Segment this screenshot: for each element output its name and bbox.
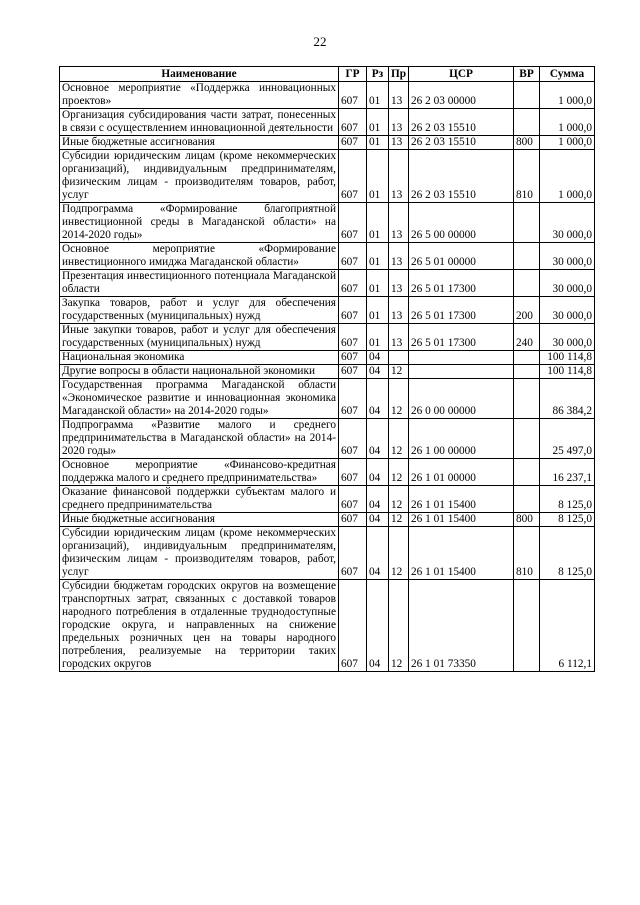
row-name: Иные закупки товаров, работ и услуг для обеспечения государственных (муниципальных) нужд <box>60 324 339 351</box>
table-row <box>60 513 595 527</box>
row-gr: 607 <box>339 419 367 459</box>
table-row <box>60 486 595 513</box>
page-number: 22 <box>313 34 327 49</box>
row-name: Подпрограмма «Формирование благоприятной инвестиционной среды в Магаданской области» на 2014-2020 годы» <box>60 203 339 243</box>
row-gr: 607 <box>339 82 367 109</box>
row-rz: 01 <box>367 243 389 270</box>
row-name: Субсидии юридическим лицам (кроме некоммерческих организаций), индивидуальным предпринимателям, физическим лицам - производителям товаров, работ, услуг <box>60 150 339 203</box>
row-gr: 607 <box>339 270 367 297</box>
header-row <box>60 67 595 82</box>
row-csr: 26 1 01 73350 <box>409 580 514 672</box>
row-csr: 26 5 01 17300 <box>409 297 514 324</box>
row-vr: 240 <box>514 324 540 351</box>
table-row <box>60 109 595 136</box>
row-gr: 607 <box>339 527 367 580</box>
table-row <box>60 150 595 203</box>
header-name: Наименование <box>60 67 339 82</box>
row-gr: 607 <box>339 109 367 136</box>
row-csr: 26 1 01 00000 <box>409 459 514 486</box>
row-pr: 13 <box>389 243 409 270</box>
row-vr <box>514 270 540 297</box>
row-rz: 04 <box>367 580 389 672</box>
row-rz: 01 <box>367 82 389 109</box>
row-sum: 30 000,0 <box>540 297 595 324</box>
header-sum: Сумма <box>540 67 595 82</box>
row-csr: 26 2 03 15510 <box>409 136 514 150</box>
row-csr: 26 5 01 17300 <box>409 270 514 297</box>
row-csr <box>409 351 514 365</box>
table-row <box>60 419 595 459</box>
row-pr: 12 <box>389 527 409 580</box>
row-name: Организация субсидирования части затрат, понесенных в связи с осуществлением инновационной деятельности <box>60 109 339 136</box>
row-gr: 607 <box>339 203 367 243</box>
table-row <box>60 82 595 109</box>
row-rz: 04 <box>367 365 389 379</box>
row-vr <box>514 351 540 365</box>
budget-table <box>59 66 595 672</box>
row-vr: 810 <box>514 527 540 580</box>
row-gr: 607 <box>339 150 367 203</box>
table-row <box>60 136 595 150</box>
row-sum: 6 112,1 <box>540 580 595 672</box>
row-csr: 26 2 03 15510 <box>409 150 514 203</box>
row-name: Национальная экономика <box>60 351 339 365</box>
table-row <box>60 297 595 324</box>
row-pr: 13 <box>389 150 409 203</box>
row-gr: 607 <box>339 580 367 672</box>
row-sum: 100 114,8 <box>540 365 595 379</box>
row-gr: 607 <box>339 297 367 324</box>
header-vr: ВР <box>514 67 540 82</box>
row-gr: 607 <box>339 486 367 513</box>
row-rz: 04 <box>367 527 389 580</box>
header-rz: Рз <box>367 67 389 82</box>
row-rz: 04 <box>367 351 389 365</box>
table-row <box>60 243 595 270</box>
row-vr <box>514 365 540 379</box>
row-name: Презентация инвестиционного потенциала Магаданской области <box>60 270 339 297</box>
row-gr: 607 <box>339 365 367 379</box>
row-sum: 8 125,0 <box>540 486 595 513</box>
table-row <box>60 365 595 379</box>
row-pr: 13 <box>389 270 409 297</box>
row-name: Закупка товаров, работ и услуг для обеспечения государственных (муниципальных) нужд <box>60 297 339 324</box>
row-vr <box>514 109 540 136</box>
row-vr <box>514 459 540 486</box>
row-pr: 13 <box>389 82 409 109</box>
row-sum: 86 384,2 <box>540 379 595 419</box>
row-vr <box>514 82 540 109</box>
row-name: Иные бюджетные ассигнования <box>60 136 339 150</box>
row-name: Другие вопросы в области национальной экономики <box>60 365 339 379</box>
table-header <box>60 67 595 82</box>
row-rz: 04 <box>367 419 389 459</box>
row-name: Иные бюджетные ассигнования <box>60 513 339 527</box>
row-pr: 13 <box>389 297 409 324</box>
row-sum: 30 000,0 <box>540 243 595 270</box>
row-pr: 13 <box>389 109 409 136</box>
row-name: Субсидии юридическим лицам (кроме некоммерческих организаций), индивидуальным предпринимателям, физическим лицам - производителям товаров, работ, услуг <box>60 527 339 580</box>
row-rz: 01 <box>367 297 389 324</box>
row-csr: 26 5 01 17300 <box>409 324 514 351</box>
row-vr <box>514 203 540 243</box>
row-sum: 1 000,0 <box>540 109 595 136</box>
row-gr: 607 <box>339 513 367 527</box>
row-sum: 30 000,0 <box>540 203 595 243</box>
row-pr: 13 <box>389 324 409 351</box>
row-pr: 12 <box>389 419 409 459</box>
row-vr: 810 <box>514 150 540 203</box>
row-gr: 607 <box>339 243 367 270</box>
table-row <box>60 580 595 672</box>
row-csr: 26 2 03 15510 <box>409 109 514 136</box>
row-csr: 26 5 01 00000 <box>409 243 514 270</box>
row-rz: 01 <box>367 150 389 203</box>
row-vr: 200 <box>514 297 540 324</box>
row-vr <box>514 379 540 419</box>
row-pr: 12 <box>389 365 409 379</box>
row-csr: 26 1 01 15400 <box>409 527 514 580</box>
row-vr: 800 <box>514 513 540 527</box>
row-vr <box>514 486 540 513</box>
row-sum: 1 000,0 <box>540 136 595 150</box>
row-gr: 607 <box>339 459 367 486</box>
table-body <box>60 82 595 672</box>
row-sum: 8 125,0 <box>540 527 595 580</box>
row-sum: 30 000,0 <box>540 324 595 351</box>
row-csr: 26 5 00 00000 <box>409 203 514 243</box>
row-rz: 01 <box>367 270 389 297</box>
row-rz: 01 <box>367 136 389 150</box>
row-rz: 04 <box>367 486 389 513</box>
table-row <box>60 270 595 297</box>
row-sum: 16 237,1 <box>540 459 595 486</box>
row-csr: 26 1 01 15400 <box>409 513 514 527</box>
row-pr: 12 <box>389 580 409 672</box>
row-pr <box>389 351 409 365</box>
row-pr: 13 <box>389 203 409 243</box>
row-name: Основное мероприятие «Формирование инвестиционного имиджа Магаданской области» <box>60 243 339 270</box>
row-sum: 25 497,0 <box>540 419 595 459</box>
header-gr: ГР <box>339 67 367 82</box>
row-csr: 26 1 00 00000 <box>409 419 514 459</box>
row-pr: 12 <box>389 513 409 527</box>
row-csr <box>409 365 514 379</box>
row-gr: 607 <box>339 379 367 419</box>
table-row <box>60 203 595 243</box>
table-row <box>60 527 595 580</box>
row-csr: 26 1 01 15400 <box>409 486 514 513</box>
row-name: Субсидии бюджетам городских округов на возмещение транспортных затрат, связанных с доставкой товаров народного потребления в отдаленные труднодоступные городские округа, и направленных на снижение предельных розничных цен на товары народного потребления, реализуемые на территории таких городских округов <box>60 580 339 672</box>
row-vr <box>514 419 540 459</box>
row-rz: 04 <box>367 379 389 419</box>
row-rz: 01 <box>367 324 389 351</box>
row-rz: 04 <box>367 459 389 486</box>
row-csr: 26 2 03 00000 <box>409 82 514 109</box>
row-csr: 26 0 00 00000 <box>409 379 514 419</box>
table-row <box>60 379 595 419</box>
table-row <box>60 324 595 351</box>
row-gr: 607 <box>339 324 367 351</box>
row-name: Оказание финансовой поддержки субъектам малого и среднего предпринимательства <box>60 486 339 513</box>
row-rz: 04 <box>367 513 389 527</box>
row-pr: 13 <box>389 136 409 150</box>
row-name: Основное мероприятие «Поддержка инновационных проектов» <box>60 82 339 109</box>
row-name: Подпрограмма «Развитие малого и среднего предпринимательства в Магаданской области» на 2014-2020 годы» <box>60 419 339 459</box>
row-pr: 12 <box>389 486 409 513</box>
row-vr <box>514 580 540 672</box>
header-csr: ЦСР <box>409 67 514 82</box>
table-row <box>60 459 595 486</box>
table-row <box>60 351 595 365</box>
row-gr: 607 <box>339 136 367 150</box>
row-sum: 1 000,0 <box>540 82 595 109</box>
row-vr <box>514 243 540 270</box>
row-pr: 12 <box>389 459 409 486</box>
row-gr: 607 <box>339 351 367 365</box>
row-sum: 8 125,0 <box>540 513 595 527</box>
row-rz: 01 <box>367 203 389 243</box>
row-rz: 01 <box>367 109 389 136</box>
header-pr: Пр <box>389 67 409 82</box>
row-name: Основное мероприятие «Финансово-кредитная поддержка малого и среднего предпринимательства» <box>60 459 339 486</box>
row-sum: 1 000,0 <box>540 150 595 203</box>
row-pr: 12 <box>389 379 409 419</box>
row-name: Государственная программа Магаданской области «Экономическое развитие и инновационная экономика Магаданской области» на 2014-2020 годы» <box>60 379 339 419</box>
row-sum: 100 114,8 <box>540 351 595 365</box>
row-vr: 800 <box>514 136 540 150</box>
row-sum: 30 000,0 <box>540 270 595 297</box>
